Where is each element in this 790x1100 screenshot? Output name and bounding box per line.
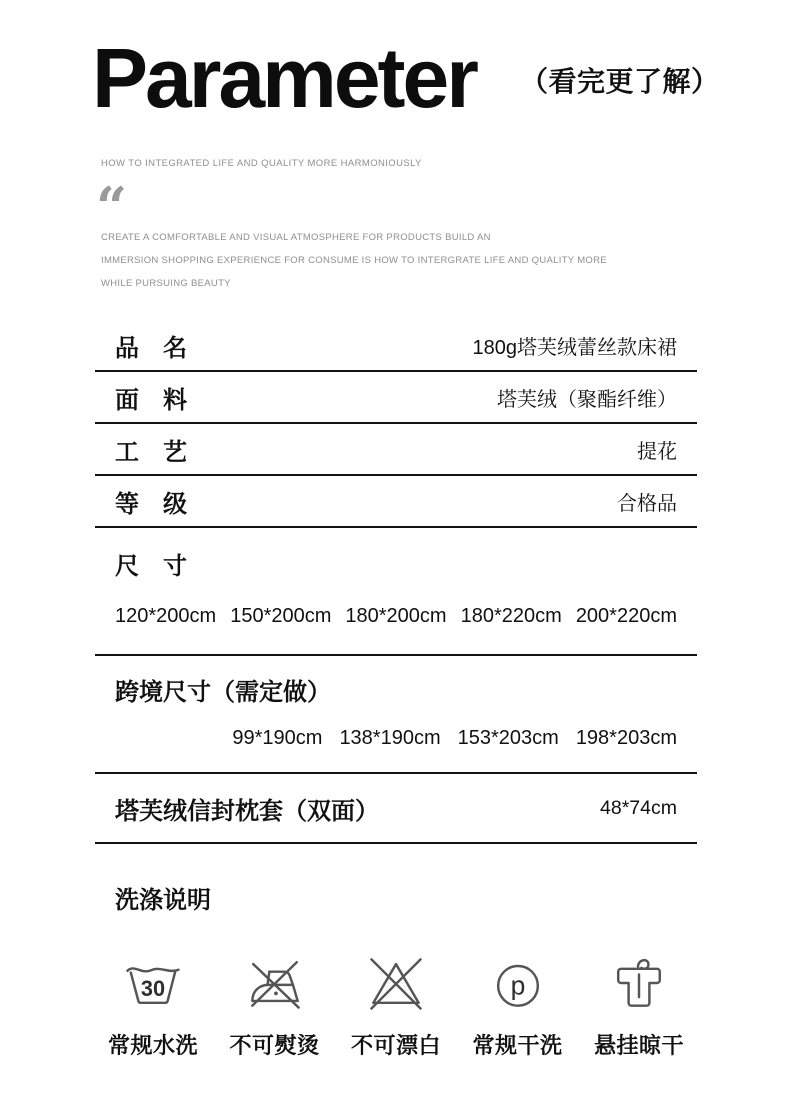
spec-label: 工 艺 — [115, 438, 187, 466]
svg-text:30: 30 — [140, 976, 166, 1002]
spec-value: 提花 — [637, 440, 677, 463]
wash-item-dry-clean — [462, 949, 574, 1060]
spec-label: 品 名 — [115, 334, 187, 362]
size-item: 138*190cm — [339, 727, 441, 749]
spec-row-grade — [95, 476, 697, 528]
size-item: 99*190cm — [232, 727, 323, 749]
wash-item-no-bleach — [340, 949, 452, 1060]
pillowcase-size: 48*74cm — [600, 796, 677, 819]
wash-item-label: 不可熨烫 — [229, 1033, 320, 1058]
washing-instructions-title: 洗涤说明 — [115, 887, 211, 914]
size-item: 150*200cm — [230, 605, 332, 627]
size-item: 120*200cm — [115, 605, 217, 627]
wash-item-hang-dry — [583, 949, 695, 1060]
svg-text:p: p — [510, 970, 525, 1001]
pillowcase-label: 塔芙绒信封枕套（双面） — [115, 797, 379, 825]
quote-line: CREATE A COMFORTABLE AND VISUAL ATMOSPHERE FOR PRODUCTS BUILD AN — [101, 232, 491, 243]
spec-table — [95, 320, 697, 1060]
no-bleach-icon — [362, 949, 430, 1017]
washing-icon-row — [95, 949, 697, 1060]
size-section — [95, 528, 697, 656]
page-title: Parameter — [92, 31, 476, 125]
cross-border-size-list — [115, 727, 677, 750]
spec-row-product-name — [95, 320, 697, 372]
spec-value: 塔芙绒（聚酯纤维） — [497, 388, 677, 411]
size-section-label: 尺 寸 — [115, 553, 187, 580]
intro-quote — [101, 226, 607, 295]
cross-border-size-section — [95, 656, 697, 774]
hang-dry-icon — [605, 949, 673, 1017]
cross-border-label: 跨境尺寸（需定做） — [115, 679, 331, 706]
quote-line: IMMERSION SHOPPING EXPERIENCE FOR CONSUME IS HOW TO INTERGRATE LIFE AND QUALITY MORE — [101, 255, 607, 266]
spec-label: 面 料 — [115, 386, 187, 414]
size-item: 198*203cm — [575, 727, 677, 749]
spec-row-craft — [95, 424, 697, 476]
spec-row-pillowcase — [95, 774, 697, 844]
wash-item-label: 常规干洗 — [472, 1033, 563, 1058]
size-item: 153*203cm — [457, 727, 559, 749]
wash-item-no-iron — [219, 949, 331, 1060]
wash-item-normal-wash — [97, 949, 209, 1060]
spec-label: 等 级 — [115, 490, 187, 518]
wash-basin-30-icon — [119, 949, 187, 1017]
wash-item-label: 不可漂白 — [350, 1033, 441, 1058]
quote-line: WHILE PURSUING BEAUTY — [101, 278, 231, 289]
header-subtitle: （看完更了解） — [520, 66, 720, 97]
wash-item-label: 悬挂晾干 — [593, 1033, 684, 1058]
size-item: 200*220cm — [575, 605, 677, 627]
header-tagline: HOW TO INTEGRATED LIFE AND QUALITY MORE HARMONIOUSLY — [101, 158, 422, 169]
size-list — [115, 605, 677, 628]
spec-row-fabric — [95, 372, 697, 424]
wash-item-label: 常规水洗 — [107, 1033, 198, 1058]
size-item: 180*200cm — [345, 605, 447, 627]
size-item: 180*220cm — [460, 605, 562, 627]
no-iron-icon — [241, 949, 309, 1017]
spec-value: 180g塔芙绒蕾丝款床裙 — [472, 336, 677, 359]
double-quote-icon: “ — [96, 175, 128, 239]
spec-value: 合格品 — [617, 492, 677, 515]
dry-clean-p-icon — [484, 949, 552, 1017]
